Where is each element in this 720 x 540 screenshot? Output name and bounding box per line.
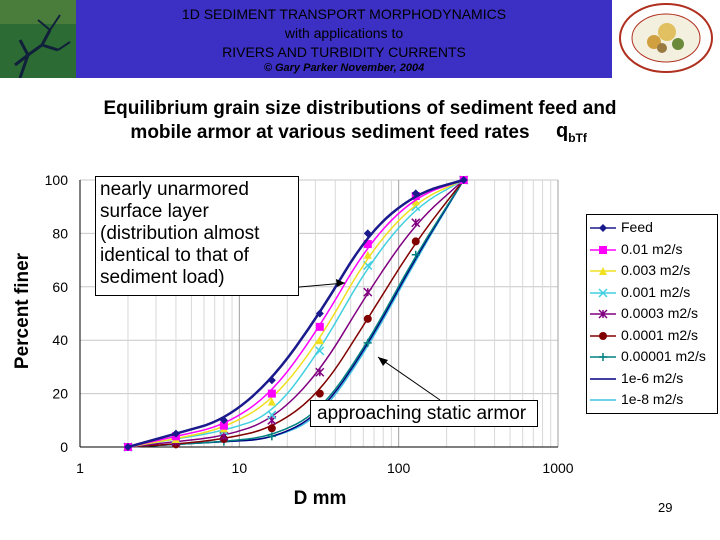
legend-label: 0.003 m2/s bbox=[621, 262, 691, 278]
legend-item bbox=[587, 218, 717, 238]
banner-credit: © Gary Parker November, 2004 bbox=[263, 62, 425, 74]
legend-item bbox=[587, 304, 717, 324]
legend-item bbox=[587, 390, 717, 410]
chart-title-line-1: Equilibrium grain size distributions of sediment feed and bbox=[103, 98, 617, 119]
chart-legend bbox=[586, 214, 718, 414]
page-number: 29 bbox=[658, 500, 673, 515]
data-point bbox=[599, 246, 607, 254]
data-point bbox=[364, 315, 372, 323]
legend-swatch bbox=[587, 347, 619, 367]
legend-label: 0.001 m2/s bbox=[621, 283, 691, 300]
legend-item bbox=[587, 369, 717, 389]
legend-item bbox=[587, 283, 717, 303]
data-point bbox=[364, 288, 372, 296]
annotation-unarmored-line: nearly unarmored bbox=[100, 179, 249, 200]
legend-label: 0.0003 m2/s bbox=[621, 305, 699, 321]
y-tick-label: 0 bbox=[60, 439, 68, 455]
annotation-unarmored bbox=[95, 176, 299, 296]
data-point bbox=[599, 332, 607, 340]
legend-swatch bbox=[587, 326, 619, 346]
legend-swatch bbox=[587, 261, 619, 281]
x-tick-label: 1000 bbox=[542, 460, 574, 476]
y-tick-label: 60 bbox=[52, 278, 68, 295]
annotation-unarmored-line: sediment load) bbox=[100, 267, 225, 288]
q-symbol-subscript: bTf bbox=[568, 131, 587, 145]
legend-item bbox=[587, 261, 717, 281]
annotation-arrows bbox=[232, 279, 440, 400]
legend-swatch bbox=[587, 240, 619, 260]
chart-title-line-2: mobile armor at various sediment feed rates bbox=[130, 122, 530, 143]
q-symbol-letter: q bbox=[556, 120, 569, 142]
legend-label: 0.00001 m2/s bbox=[621, 348, 706, 364]
y-tick-label: 20 bbox=[52, 385, 68, 402]
legend-swatch bbox=[587, 390, 619, 410]
legend-swatch bbox=[587, 283, 619, 303]
data-point bbox=[268, 376, 276, 384]
data-point bbox=[599, 353, 607, 361]
data-point bbox=[268, 390, 276, 398]
legend-label: 0.0001 m2/s bbox=[621, 326, 699, 343]
banner-line-2: with applications to bbox=[284, 25, 404, 41]
legend-label: 1e-8 m2/s bbox=[621, 391, 684, 407]
banner-line-3: RIVERS AND TURBIDITY CURRENTS bbox=[222, 44, 466, 60]
annotation-unarmored-line: (distribution almost bbox=[100, 223, 260, 244]
data-point bbox=[268, 424, 276, 432]
data-point bbox=[412, 237, 420, 245]
legend-item bbox=[587, 326, 717, 346]
y-tick-label: 40 bbox=[52, 332, 68, 349]
legend-item bbox=[587, 240, 717, 260]
legend-swatch bbox=[587, 369, 619, 389]
legend-label: 1e-6 m2/s bbox=[621, 369, 684, 386]
data-point bbox=[316, 390, 324, 398]
x-axis-label: D mm bbox=[293, 488, 347, 509]
y-tick-label: 100 bbox=[44, 172, 68, 188]
legend-label: 0.01 m2/s bbox=[621, 240, 683, 257]
annotation-static-armor: approaching static armor bbox=[310, 400, 538, 427]
x-tick-label: 100 bbox=[386, 460, 411, 476]
y-tick-label: 80 bbox=[52, 225, 68, 242]
y-axis-label: Percent finer bbox=[12, 252, 33, 370]
x-tick-label: 10 bbox=[231, 460, 248, 476]
x-tick-label: 1 bbox=[76, 460, 84, 476]
legend-label: Feed bbox=[621, 219, 653, 235]
annotation-unarmored-line: identical to that of bbox=[100, 245, 249, 266]
banner-line-1: 1D SEDIMENT TRANSPORT MORPHODYNAMICS bbox=[181, 6, 507, 22]
annotation-unarmored-line: surface layer bbox=[100, 201, 209, 222]
data-point bbox=[316, 323, 324, 331]
legend-item bbox=[587, 347, 717, 367]
data-point bbox=[599, 224, 607, 232]
legend-swatch bbox=[587, 218, 619, 238]
legend-swatch bbox=[587, 304, 619, 324]
